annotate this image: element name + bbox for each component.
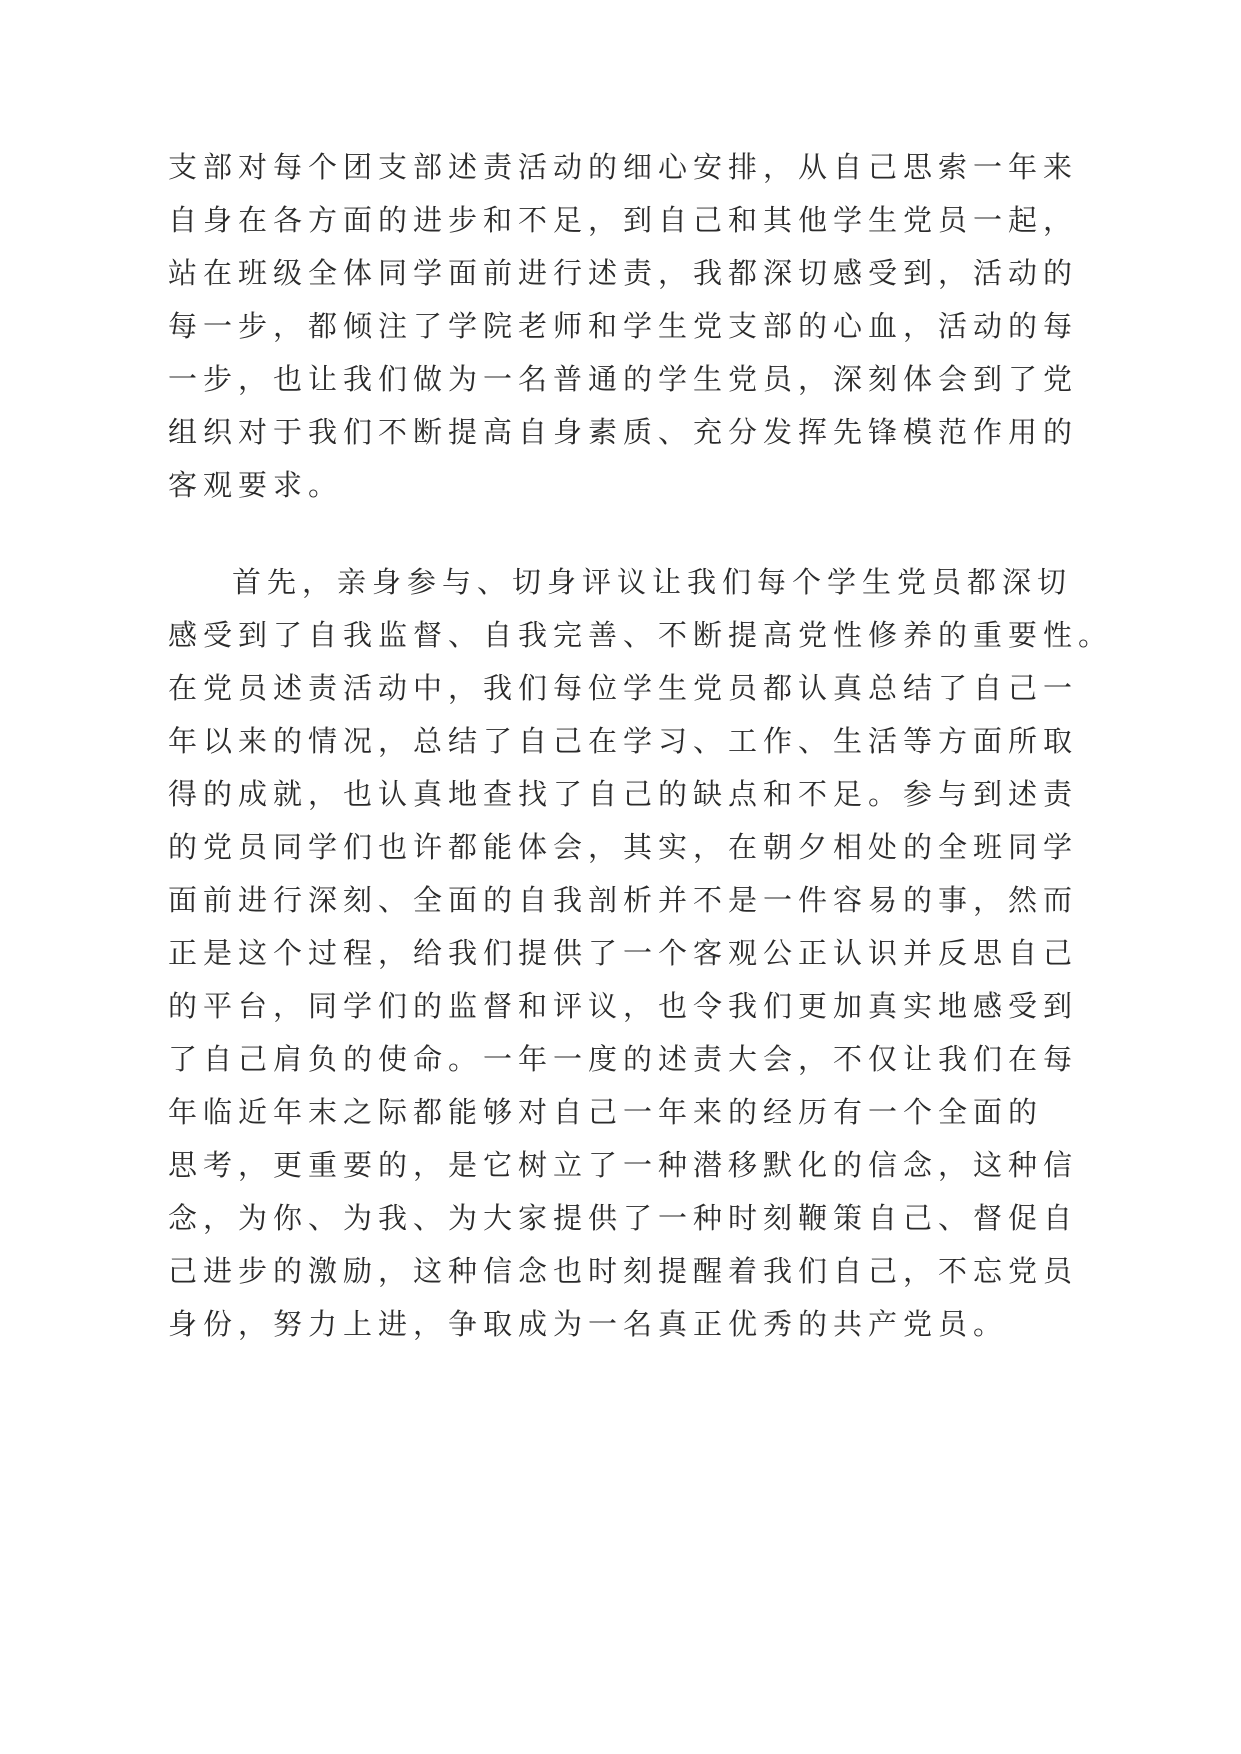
text-line: 己进步的激励，这种信念也时刻提醒着我们自己，不忘党员: [168, 1254, 1079, 1288]
text-line: 站在班级全体同学面前进行述责，我都深切感受到，活动的: [168, 256, 1079, 290]
text-line: 了自己肩负的使命。一年一度的述责大会，不仅让我们在每: [168, 1042, 1079, 1076]
text-line: 首先，亲身参与、切身评议让我们每个学生党员都深切: [232, 565, 1073, 599]
text-line: 自身在各方面的进步和不足，到自己和其他学生党员一起，: [168, 203, 1079, 237]
text-line: 面前进行深刻、全面的自我剖析并不是一件容易的事，然而: [168, 883, 1079, 917]
paragraph-2: [168, 556, 1114, 1351]
text-line: 一步，也让我们做为一名普通的学生党员，深刻体会到了党: [168, 362, 1079, 396]
text-line: 在党员述责活动中，我们每位学生党员都认真总结了自己一: [168, 671, 1079, 705]
text-line: 每一步，都倾注了学院老师和学生党支部的心血，活动的每: [168, 309, 1079, 343]
text-line: 年以来的情况，总结了自己在学习、工作、生活等方面所取: [168, 724, 1079, 758]
paragraph-1: [168, 141, 1079, 512]
text-line: 念，为你、为我、为大家提供了一种时刻鞭策自己、督促自: [168, 1201, 1079, 1235]
text-line: 组织对于我们不断提高自身素质、充分发挥先锋模范作用的: [168, 415, 1079, 449]
text-line: 感受到了自我监督、自我完善、不断提高党性修养的重要性。: [168, 618, 1114, 652]
text-line: 的平台，同学们的监督和评议，也令我们更加真实地感受到: [168, 989, 1079, 1023]
text-line: 的党员同学们也许都能体会，其实，在朝夕相处的全班同学: [168, 830, 1079, 864]
text-line: 正是这个过程，给我们提供了一个客观公正认识并反思自己: [168, 936, 1079, 970]
text-line: 支部对每个团支部述责活动的细心安排，从自己思索一年来: [168, 150, 1079, 184]
text-line: 身份，努力上进，争取成为一名真正优秀的共产党员。: [168, 1307, 1009, 1341]
text-line: 客观要求。: [168, 468, 344, 502]
text-line: 年临近年末之际都能够对自己一年来的经历有一个全面的: [168, 1095, 1044, 1129]
text-line: 思考，更重要的，是它树立了一种潜移默化的信念，这种信: [168, 1148, 1079, 1182]
text-line: 得的成就，也认真地查找了自己的缺点和不足。参与到述责: [168, 777, 1079, 811]
